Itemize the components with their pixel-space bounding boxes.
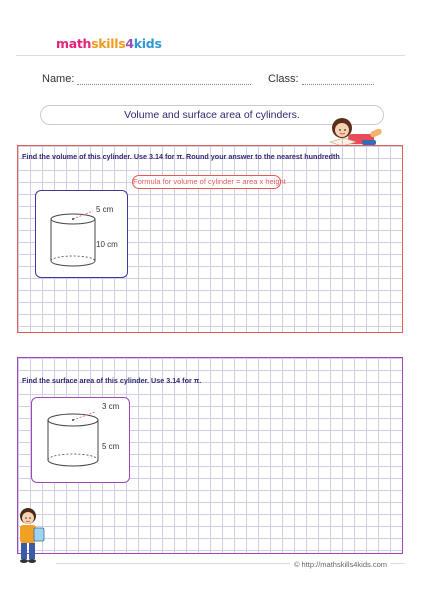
footer-copyright: © http://mathskills4kids.com	[290, 560, 391, 569]
worksheet-title: Volume and surface area of cylinders.	[40, 105, 384, 125]
logo-part-4: 4	[125, 36, 134, 51]
logo-part-kids: kids	[133, 36, 162, 51]
logo-part-math: math	[56, 36, 92, 51]
cylinder-1-drawing	[36, 191, 129, 279]
volume-question: Find the volume of this cylinder. Use 3.14 for π. Round your answer to the nearest hundredth	[22, 152, 340, 161]
height-label-1: 10 cm	[96, 240, 118, 249]
radius-label-2: 3 cm	[102, 402, 120, 411]
name-label: Name:	[42, 73, 75, 85]
cylinder-figure-2	[31, 397, 130, 483]
class-label: Class:	[268, 73, 299, 85]
volume-formula: Formula for volume of cylinder = area x height	[132, 175, 281, 189]
volume-problem-section	[17, 145, 403, 333]
boy-with-tablet-illustration	[14, 506, 54, 568]
name-blank[interactable]	[77, 74, 251, 85]
class-blank[interactable]	[302, 74, 374, 85]
height-label-2: 5 cm	[102, 442, 120, 451]
header-divider	[16, 55, 405, 56]
surface-area-question: Find the surface area of this cylinder. Use 3.14 for π.	[22, 376, 202, 385]
logo-part-skills: skills	[91, 36, 126, 51]
class-field[interactable]	[268, 73, 374, 85]
name-field[interactable]	[42, 73, 251, 85]
radius-label-1: 5 cm	[96, 205, 114, 214]
surface-area-problem-section	[17, 357, 403, 554]
mathskills4kids-logo	[56, 36, 162, 52]
cylinder-figure-1	[35, 190, 128, 278]
